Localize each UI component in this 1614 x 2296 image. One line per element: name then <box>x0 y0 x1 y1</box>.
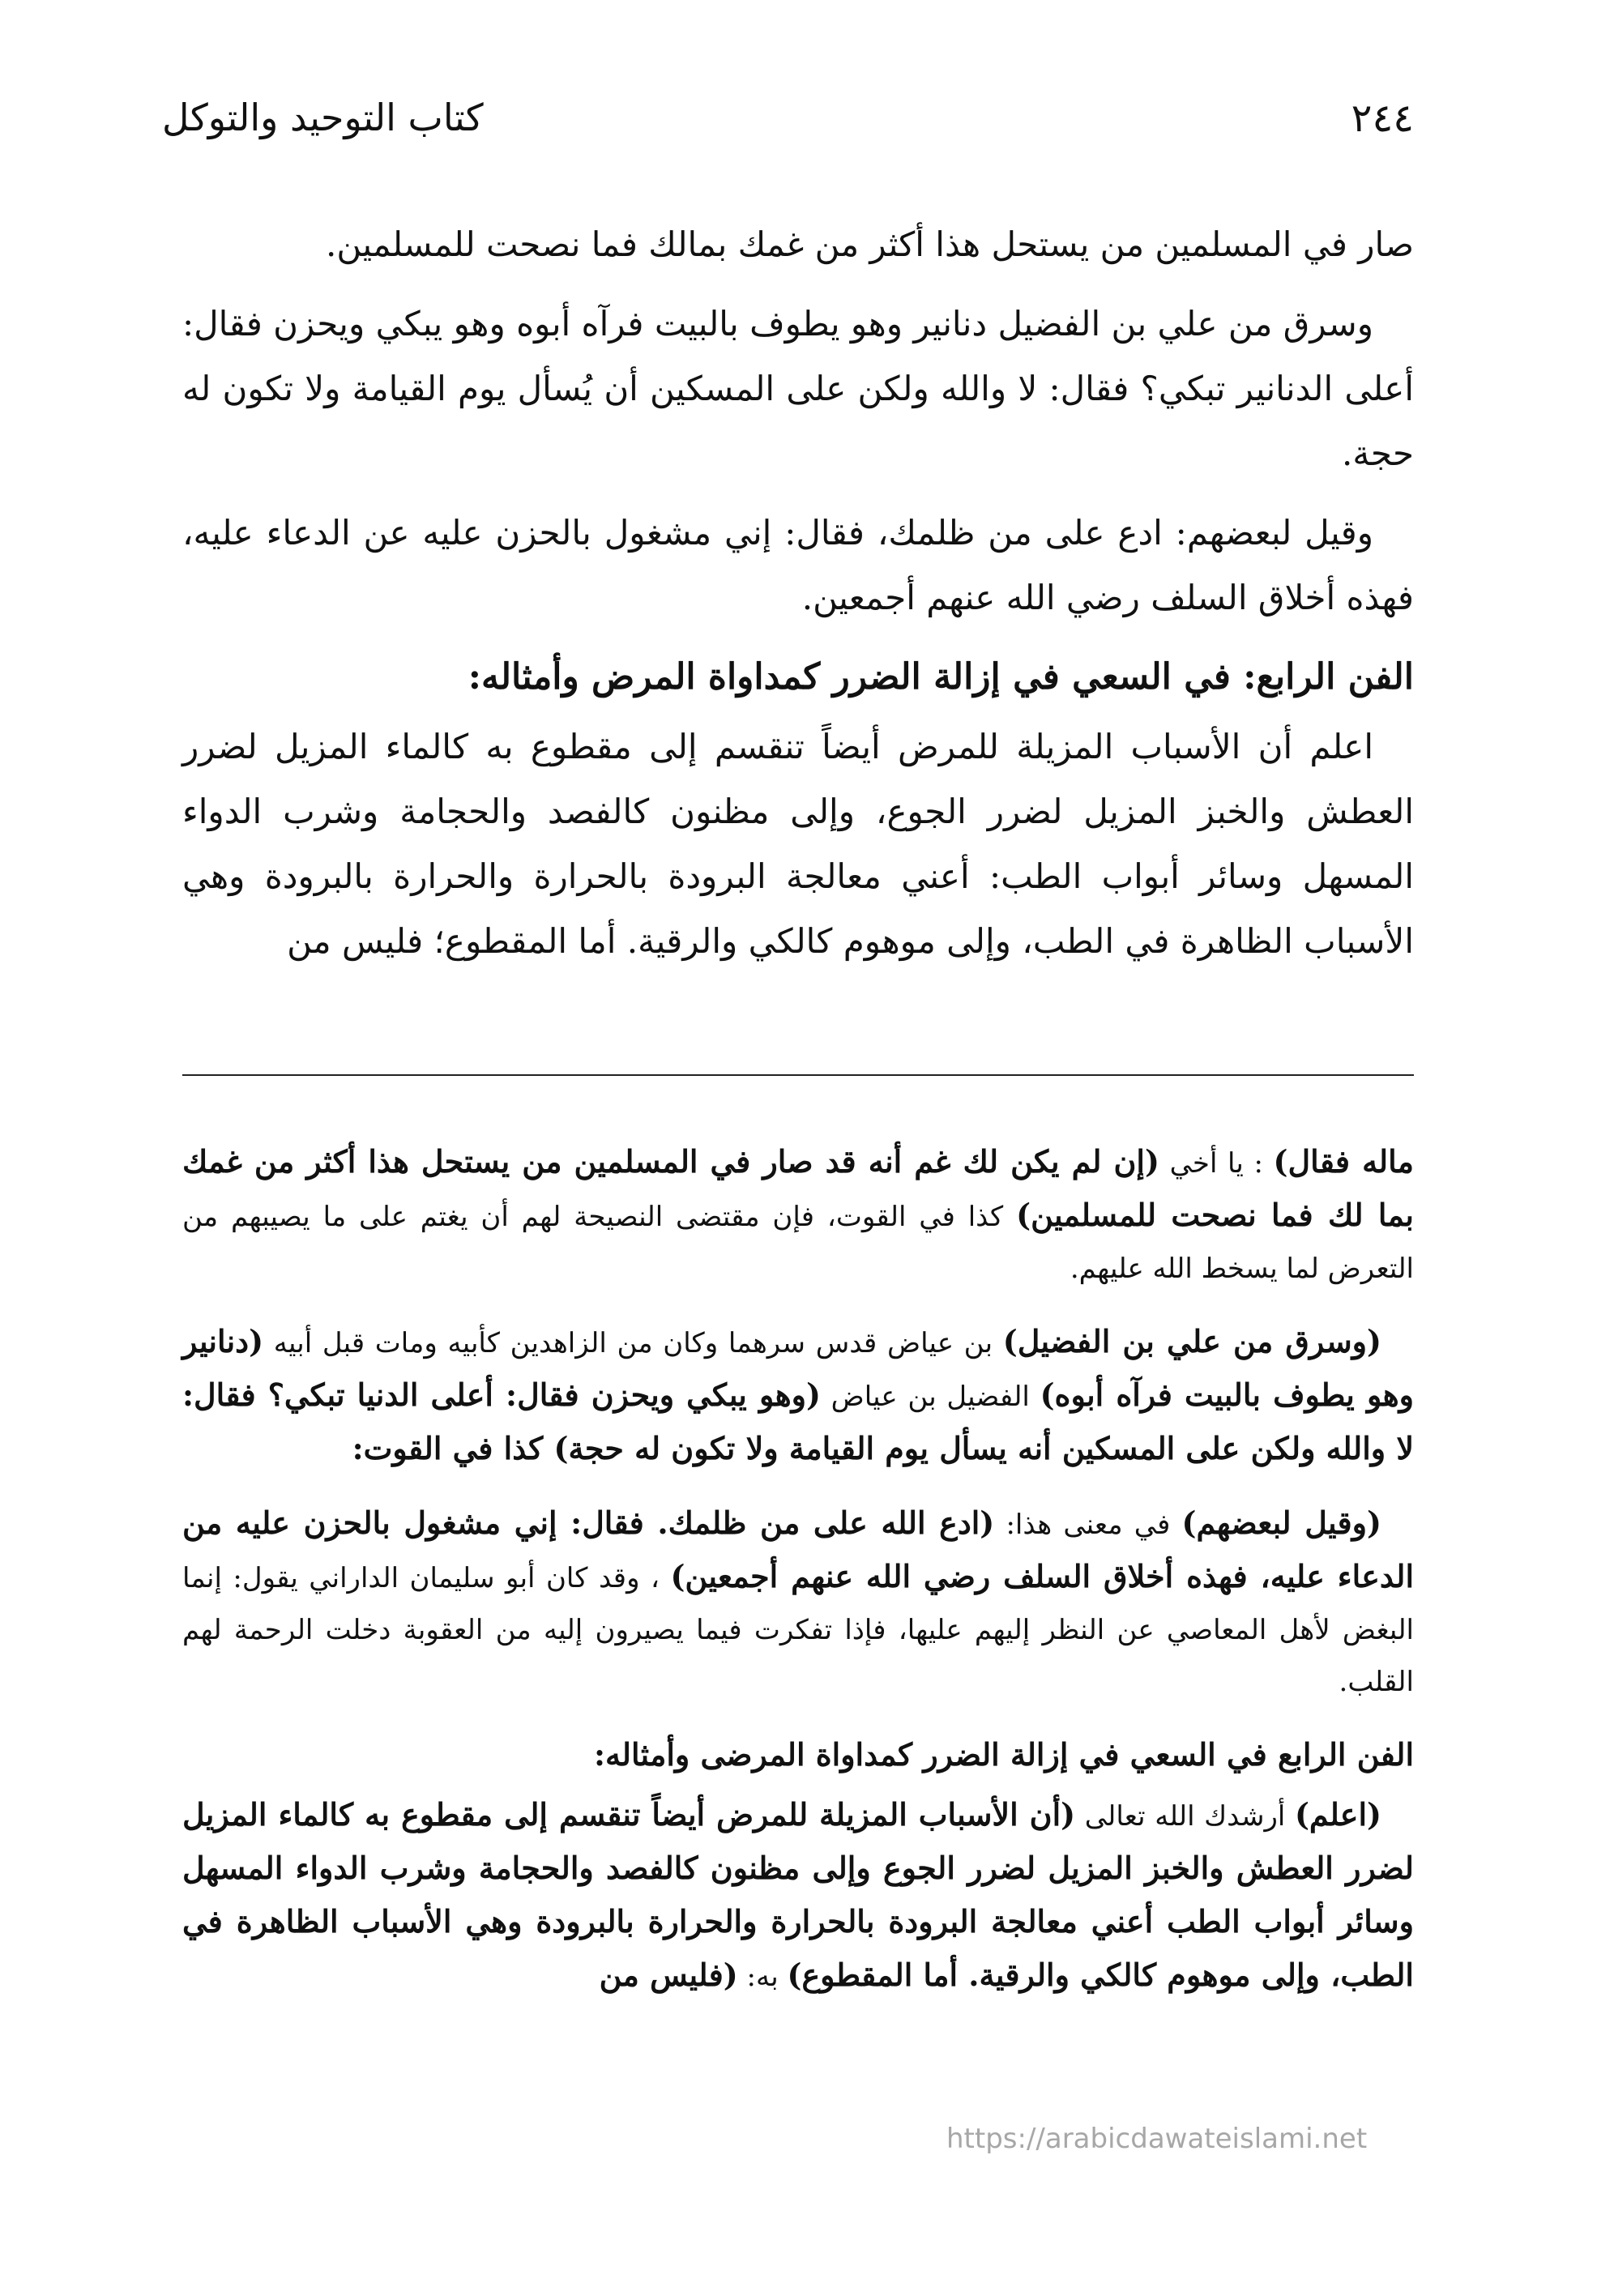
commentary-quote: (أن الأسباب المزيلة للمرض أيضاً تنقسم إلى مقطوع به كالماء المزيل لضرر العطش والخبز المزيل لضرر الجوع وإلى مظنون كالفصد والحجامة وشرب الدواء المسهل وسائر أبواب الطب أعني معالجة البرودة بالحرارة والحرارة بالبرودة وهي الأسباب الظاهرة في الطب، وإلى موهوم كالكي والرقية. أما المقطوع) <box>182 1796 1414 1993</box>
commentary-text <box>182 1136 1414 2024</box>
book-title: كتاب التوحيد والتوكل <box>162 96 484 139</box>
main-text <box>182 212 1414 988</box>
website-watermark: https://arabicdawateislami.net <box>946 2123 1368 2155</box>
commentary-note: ، وقد كان أبو سليمان الداراني يقول: إنما البغض لأهل المعاصي عن النظر إليهم عليها، فإذا تفكرت فيما يصيرون إليه من العقوبة دخلت الرحمة لهم القلب. <box>182 1562 1414 1698</box>
commentary-note: : يا أخي <box>1169 1147 1263 1180</box>
commentary-quote: (وقيل لبعضهم) <box>1181 1504 1381 1541</box>
commentary-quote: (فليس من <box>599 1957 738 1993</box>
page-header <box>162 96 1414 169</box>
commentary-heading: الفن الرابع في السعي في إزالة الضرر كمداواة المرضى وأمثاله: <box>593 1736 1414 1773</box>
commentary-note: في معنى هذا: <box>1006 1509 1171 1541</box>
section-heading: الفن الرابع: في السعي في إزالة الضرر كمداواة المرض وأمثاله: <box>468 656 1414 698</box>
commentary-quote: (ادع الله على من ظلمك. فقال: إني مشغول بالحزن عليه من الدعاء عليه، فهذه أخلاق السلف رضي الله عنهم أجمعين) <box>182 1504 1415 1594</box>
commentary-note: أرشدك الله تعالى <box>1084 1800 1286 1833</box>
commentary-paragraph-1 <box>182 1136 1414 1295</box>
commentary-note: به: <box>746 1961 779 1993</box>
footnote-divider <box>182 1074 1414 1076</box>
main-paragraph-1: صار في المسلمين من يستحل هذا أكثر من غمك بمالك فما نصحت للمسلمين. <box>326 224 1414 264</box>
commentary-quote: (إن لم يكن لك غم أنه قد صار في المسلمين من يستحل هذا أكثر من غمك بما لك فما نصحت للمسلمين) <box>182 1143 1415 1233</box>
commentary-quote: (وسرق من علي بن الفضيل) <box>1002 1323 1381 1359</box>
commentary-quote: (وهو يبكي ويحزن فقال: أعلى الدنيا تبكي؟ فقال: لا والله ولكن على المسكين أنه يسأل يوم القيامة ولا تكون له حجة) كذا في القوت: <box>182 1376 1414 1466</box>
main-paragraph-2: وسرق من علي بن الفضيل دنانير وهو يطوف بالبيت فرآه أبوه وهو يبكي ويحزن فقال: أعلى الدنانير تبكي؟ فقال: لا والله ولكن على المسكين أن يُسأل يوم القيامة ولا تكون له حجة. <box>182 304 1414 473</box>
commentary-note: الفضيل بن عياض <box>830 1381 1030 1413</box>
main-paragraph-4: اعلم أن الأسباب المزيلة للمرض أيضاً تنقسم إلى مقطوع به كالماء المزيل لضرر العطش والخبز المزيل لضرر الجوع، وإلى مظنون كالفصد والحجامة وشرب الدواء المسهل وسائر أبواب الطب: أعني معالجة البرودة بالحرارة والحرارة بالبرودة وهي الأسباب الظاهرة في الطب، وإلى موهوم كالكي والرقية. أما المقطوع؛ فليس من <box>182 727 1414 961</box>
page-number: ٢٤٤ <box>1351 96 1414 141</box>
main-paragraph-3: وقيل لبعضهم: ادع على من ظلمك، فقال: إني مشغول بالحزن عليه عن الدعاء عليه، فهذه أخلاق السلف رضي الله عنهم أجمعين. <box>182 513 1414 617</box>
commentary-paragraph-3 <box>182 1497 1414 1708</box>
commentary-quote: ماله فقال) <box>1273 1143 1415 1180</box>
commentary-paragraph-2 <box>182 1316 1414 1476</box>
commentary-quote: (اعلم) <box>1294 1796 1381 1833</box>
commentary-paragraph-4 <box>182 1789 1414 2003</box>
commentary-note: كذا في القوت، فإن مقتضى النصيحة لهم أن يغتم على ما يصيبهم من التعرض لما يسخط الله عليهم. <box>182 1201 1414 1285</box>
commentary-note: بن عياض قدس سرهما وكان من الزاهدين كأبيه ومات قبل أبيه <box>273 1327 993 1359</box>
commentary-quote: (دنانير وهو يطوف بالبيت فرآه أبوه) <box>182 1323 1414 1413</box>
